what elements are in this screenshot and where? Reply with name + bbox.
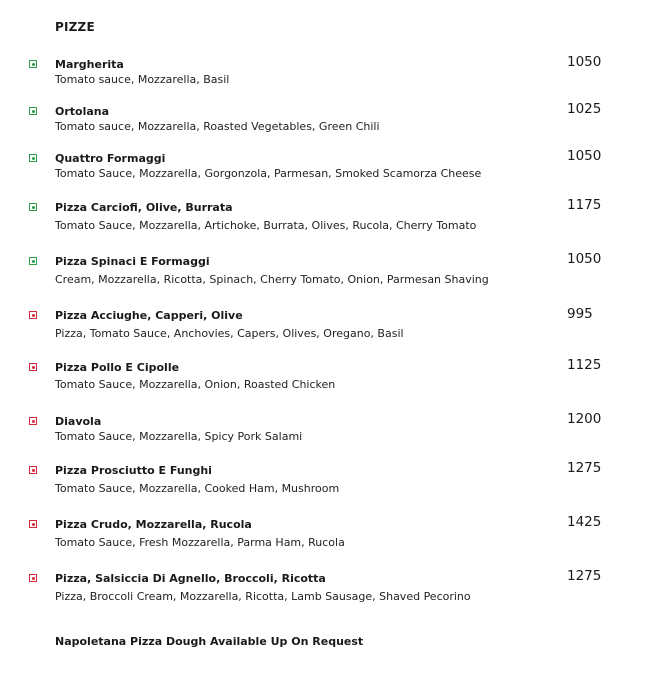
item-price: 1050 [567,251,602,267]
item-name: Pizza Pollo E Cipolle [55,361,180,374]
item-price: 1050 [567,148,602,164]
menu-item [0,411,650,459]
item-price: 995 [567,306,593,322]
item-description: Tomato Sauce, Mozzarella, Cooked Ham, Mushroom [55,482,340,495]
item-description: Tomato sauce, Mozzarella, Roasted Vegetables, Green Chili [55,120,380,133]
veg-indicator-icon [29,107,37,115]
non-veg-indicator-icon [29,311,37,319]
menu-item [0,101,650,149]
item-description: Pizza, Broccoli Cream, Mozzarella, Ricotta, Lamb Sausage, Shaved Pecorino [55,590,471,603]
item-price: 1175 [567,197,602,213]
item-description: Tomato Sauce, Fresh Mozzarella, Parma Ham, Rucola [55,536,345,549]
item-price: 1425 [567,514,602,530]
veg-indicator-icon [29,154,37,162]
footer-note: Napoletana Pizza Dough Available Up On Request [55,635,364,648]
non-veg-indicator-icon [29,417,37,425]
item-name: Pizza Carciofi, Olive, Burrata [55,201,233,214]
item-description: Tomato Sauce, Mozzarella, Artichoke, Burrata, Olives, Rucola, Cherry Tomato [55,219,477,232]
menu-item [0,197,650,245]
item-name: Margherita [55,58,124,71]
item-name: Pizza, Salsiccia Di Agnello, Broccoli, Ricotta [55,572,326,585]
item-description: Tomato Sauce, Mozzarella, Gorgonzola, Parmesan, Smoked Scamorza Cheese [55,167,482,180]
item-price: 1050 [567,54,602,70]
item-price: 1275 [567,568,602,584]
item-price: 1200 [567,411,602,427]
menu-item [0,54,650,102]
item-name: Pizza Crudo, Mozzarella, Rucola [55,518,252,531]
section-title: PIZZE [55,20,95,34]
non-veg-indicator-icon [29,520,37,528]
item-description: Tomato Sauce, Mozzarella, Spicy Pork Salami [55,430,303,443]
veg-indicator-icon [29,203,37,211]
item-price: 1025 [567,101,602,117]
item-name: Pizza Prosciutto E Funghi [55,464,212,477]
menu-item [0,306,650,353]
non-veg-indicator-icon [29,574,37,582]
item-price: 1125 [567,357,602,373]
item-description: Tomato Sauce, Mozzarella, Onion, Roasted Chicken [55,378,336,391]
item-name: Pizza Acciughe, Capperi, Olive [55,309,243,322]
menu-item [0,568,650,616]
menu-item [0,148,650,196]
menu-item [0,460,650,508]
non-veg-indicator-icon [29,363,37,371]
item-description: Cream, Mozzarella, Ricotta, Spinach, Cherry Tomato, Onion, Parmesan Shaving [55,273,489,286]
item-description: Pizza, Tomato Sauce, Anchovies, Capers, Olives, Oregano, Basil [55,327,404,340]
item-name: Quattro Formaggi [55,152,166,165]
veg-indicator-icon [29,60,37,68]
veg-indicator-icon [29,257,37,265]
menu-item [0,357,650,405]
item-name: Ortolana [55,105,110,118]
item-name: Diavola [55,415,102,428]
menu-item [0,251,650,299]
menu-item [0,514,650,562]
item-name: Pizza Spinaci E Formaggi [55,255,210,268]
item-price: 1275 [567,460,602,476]
non-veg-indicator-icon [29,466,37,474]
item-description: Tomato sauce, Mozzarella, Basil [55,73,230,86]
